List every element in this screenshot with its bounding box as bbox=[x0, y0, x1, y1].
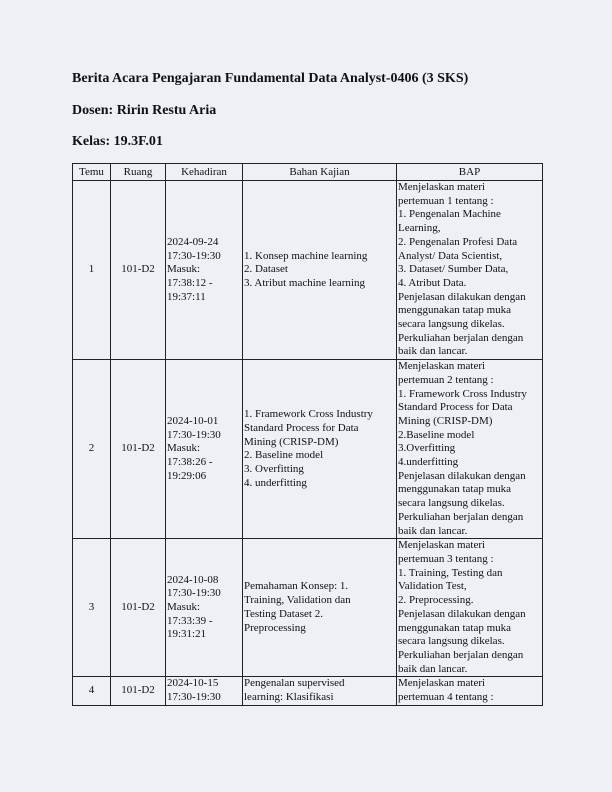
teaching-report: Menjelaskan materi pertemuan 4 tentang : bbox=[397, 677, 543, 705]
study-material: 1. Framework Cross Industry Standard Process for Data Mining (CRISP-DM) 2. Baseline model 3. Overfitting 4. underfitting bbox=[243, 360, 397, 539]
column-header-bap: BAP bbox=[397, 164, 543, 181]
class-code: Kelas: 19.3F.01 bbox=[72, 134, 163, 149]
document-title: Berita Acara Pengajaran Fundamental Data Analyst-0406 (3 SKS) bbox=[72, 71, 469, 86]
table-row bbox=[73, 181, 543, 360]
attendance: 2024-10-15 17:30-19:30 bbox=[166, 677, 243, 705]
column-header-ruang: Ruang bbox=[111, 164, 166, 181]
table-row bbox=[73, 360, 543, 539]
column-header-kehadiran: Kehadiran bbox=[166, 164, 243, 181]
teaching-record-table bbox=[72, 163, 543, 706]
attendance: 2024-09-24 17:30-19:30 Masuk: 17:38:12 - 19:37:11 bbox=[166, 181, 243, 360]
room: 101-D2 bbox=[111, 539, 166, 677]
meeting-number: 3 bbox=[73, 539, 111, 677]
study-material: Pengenalan supervised learning: Klasifikasi bbox=[243, 677, 397, 705]
lecturer-name: Dosen: Ririn Restu Aria bbox=[72, 103, 217, 118]
meeting-number: 1 bbox=[73, 181, 111, 360]
room: 101-D2 bbox=[111, 360, 166, 539]
study-material: Pemahaman Konsep: 1. Training, Validation dan Testing Dataset 2. Preprocessing bbox=[243, 539, 397, 677]
teaching-report: Menjelaskan materi pertemuan 2 tentang : 1. Framework Cross Industry Standard Process for Data Mining (CRISP-DM) 2.Baseline model 3.Overfitting 4.underfitting Penjelasan dilakukan dengan menggunakan tatap muka secara langsung dikelas. Perkuliahan berjalan dengan baik dan lancar. bbox=[397, 360, 543, 539]
meeting-number: 4 bbox=[73, 677, 111, 705]
table-header-row bbox=[73, 164, 543, 181]
table-row bbox=[73, 677, 543, 705]
table-row bbox=[73, 539, 543, 677]
teaching-report: Menjelaskan materi pertemuan 3 tentang : 1. Training, Testing dan Validation Test, 2. Preprocessing. Penjelasan dilakukan dengan menggunakan tatap muka secara langsung dikelas. Perkuliahan berjalan dengan baik dan lancar. bbox=[397, 539, 543, 677]
attendance: 2024-10-01 17:30-19:30 Masuk: 17:38:26 - 19:29:06 bbox=[166, 360, 243, 539]
meeting-number: 2 bbox=[73, 360, 111, 539]
column-header-temu: Temu bbox=[73, 164, 111, 181]
room: 101-D2 bbox=[111, 677, 166, 705]
attendance: 2024-10-08 17:30-19:30 Masuk: 17:33:39 - 19:31:21 bbox=[166, 539, 243, 677]
room: 101-D2 bbox=[111, 181, 166, 360]
teaching-report: Menjelaskan materi pertemuan 1 tentang : 1. Pengenalan Machine Learning, 2. Pengenalan Profesi Data Analyst/ Data Scientist, 3. Dataset/ Sumber Data, 4. Atribut Data. Penjelasan dilakukan dengan menggunakan tatap muka secara langsung dikelas. Perkuliahan berjalan dengan baik dan lancar. bbox=[397, 181, 543, 360]
study-material: 1. Konsep machine learning 2. Dataset 3. Atribut machine learning bbox=[243, 181, 397, 360]
column-header-bahan-kajian: Bahan Kajian bbox=[243, 164, 397, 181]
